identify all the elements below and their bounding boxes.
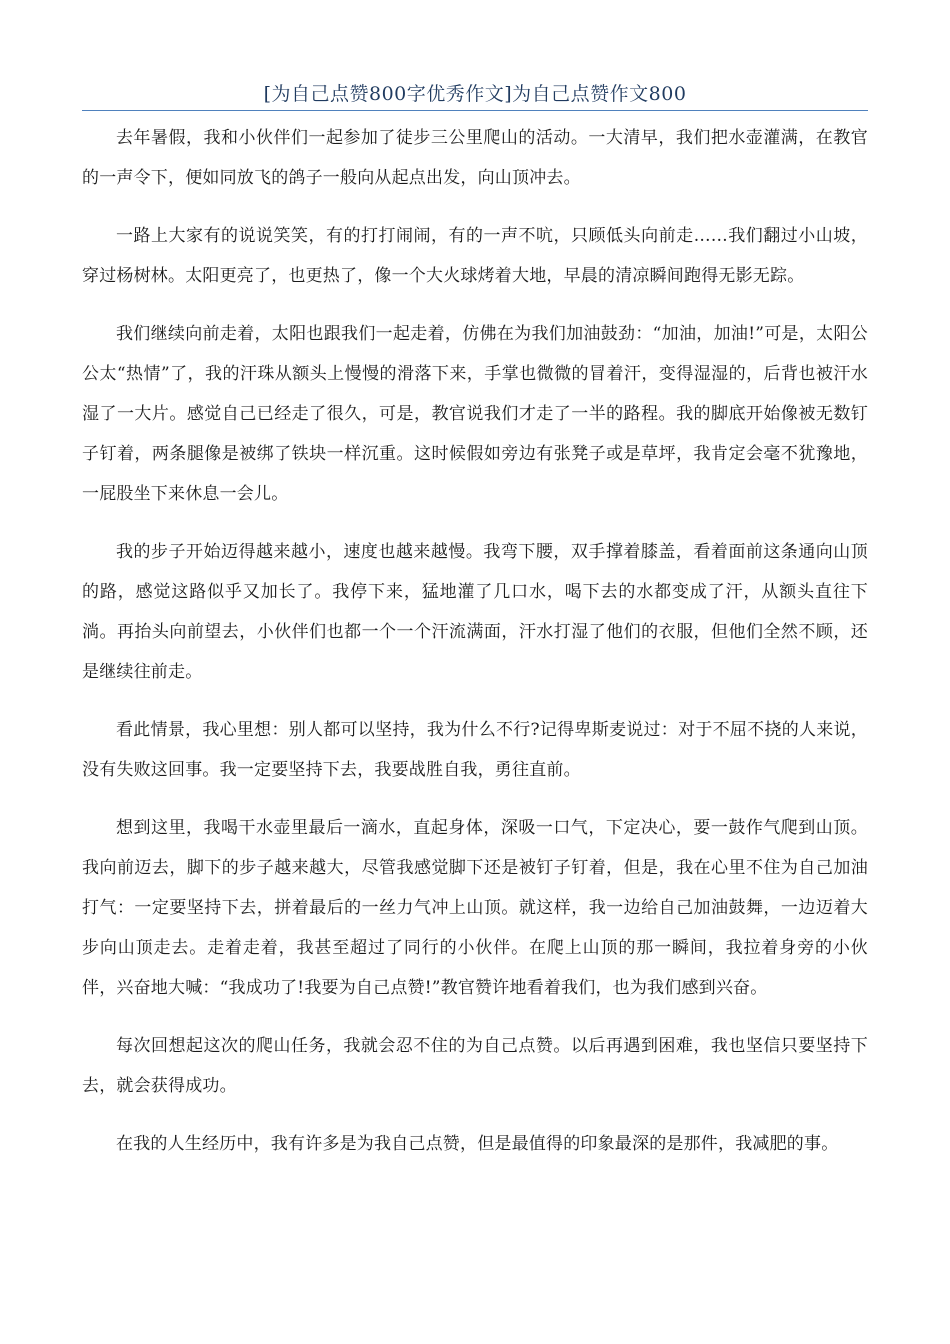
paragraph-4: 我的步子开始迈得越来越小，速度也越来越慢。我弯下腰，双手撑着膝盖，看着面前这条通向山顶的路，感觉这路似乎又加长了。我停下来，猛地灌了几口水，喝下去的水都变成了汗，从额头直往下淌。再抬头向前望去，小伙伴们也都一个一个汗流满面，汗水打湿了他们的衣服，但他们全然不顾，还是继续往前走。	[82, 542, 868, 682]
document-title: [为自己点赞800字优秀作文]为自己点赞作文800	[263, 83, 687, 105]
document-body	[82, 118, 868, 1182]
paragraph-5: 看此情景，我心里想：别人都可以坚持，我为什么不行?记得卑斯麦说过：对于不屈不挠的人来说，没有失败这回事。我一定要坚持下去，我要战胜自我，勇往直前。	[82, 720, 868, 780]
paragraph-2: 一路上大家有的说说笑笑，有的打打闹闹，有的一声不吭，只顾低头向前走……我们翻过小山坡，穿过杨树林。太阳更亮了，也更热了，像一个大火球烤着大地，早晨的清凉瞬间跑得无影无踪。	[82, 226, 868, 286]
paragraph-3: 我们继续向前走着，太阳也跟我们一起走着，仿佛在为我们加油鼓劲：“加油，加油!”可是，太阳公公太“热情”了，我的汗珠从额头上慢慢的滑落下来，手掌也微微的冒着汗，变得湿湿的，后背也被汗水湿了一大片。感觉自己已经走了很久，可是，教官说我们才走了一半的路程。我的脚底开始像被无数钉子钉着，两条腿像是被绑了铁块一样沉重。这时候假如旁边有张凳子或是草坪，我肯定会毫不犹豫地，一屁股坐下来休息一会儿。	[82, 324, 868, 504]
paragraph-1: 去年暑假，我和小伙伴们一起参加了徒步三公里爬山的活动。一大清早，我们把水壶灌满，在教官的一声令下，便如同放飞的鸽子一般向从起点出发，向山顶冲去。	[82, 128, 868, 188]
paragraph-6: 想到这里，我喝干水壶里最后一滴水，直起身体，深吸一口气，下定决心，要一鼓作气爬到山顶。我向前迈去，脚下的步子越来越大，尽管我感觉脚下还是被钉子钉着，但是，我在心里不住为自己加油打气：一定要坚持下去，拼着最后的一丝力气冲上山顶。就这样，我一边给自己加油鼓舞，一边迈着大步向山顶走去。走着走着，我甚至超过了同行的小伙伴。在爬上山顶的那一瞬间，我拉着身旁的小伙伴，兴奋地大喊：“我成功了!我要为自己点赞!”教官赞许地看着我们，也为我们感到兴奋。	[82, 818, 868, 998]
paragraph-7: 每次回想起这次的爬山任务，我就会忍不住的为自己点赞。以后再遇到困难，我也坚信只要坚持下去，就会获得成功。	[82, 1036, 868, 1096]
document-header	[82, 80, 868, 111]
paragraph-8: 在我的人生经历中，我有许多是为我自己点赞，但是最值得的印象最深的是那件，我减肥的事。	[116, 1134, 839, 1154]
